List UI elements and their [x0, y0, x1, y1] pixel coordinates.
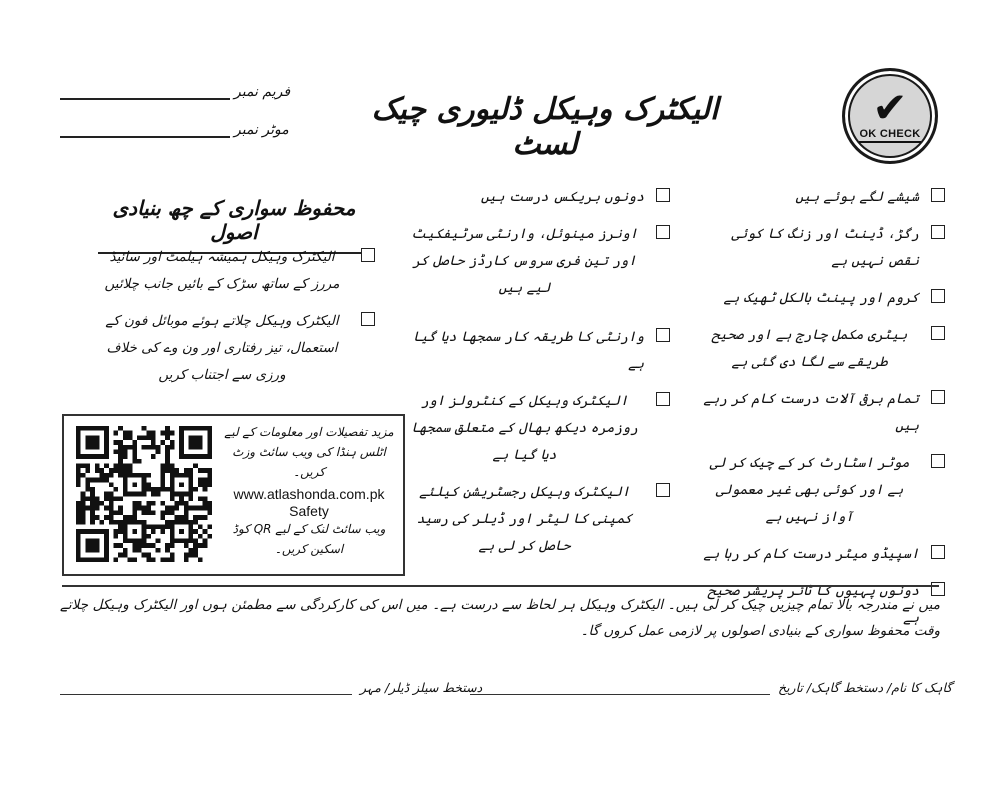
- checkbox[interactable]: [656, 392, 670, 406]
- qr-code-icon[interactable]: [76, 426, 212, 562]
- checklist-item-text: تمام برقی آلات درست کام کر رہے ہیں: [703, 391, 919, 434]
- qr-text-line3: ویب سائٹ لنک کے لیے QR کوڈ: [232, 522, 386, 536]
- checklist-item-text: اونرز مینوئل، وارنٹی سرٹیفکیٹ اور تین فری سروس کارڈز حاصل کر لیے ہیں: [411, 226, 638, 296]
- frame-number-label: فریم نمبر: [234, 84, 291, 100]
- checkbox[interactable]: [931, 326, 945, 340]
- checkbox[interactable]: [931, 545, 945, 559]
- checkbox[interactable]: [656, 188, 670, 202]
- customer-signature-label: گاہک کا نام/ دستخط گاہک/ تاریخ: [778, 680, 953, 695]
- safety-rule-text: الیکٹرک وہیکل ہمیشہ ہیلمٹ اور سائیڈ مررز کے ساتھ سڑک کے بائیں جانب چلائیں: [104, 249, 340, 292]
- checklist-item-text: دونوں پہیوں کا ٹائر پریشر صحیح ہے: [707, 583, 919, 626]
- safety-rule-item: [95, 308, 375, 389]
- checkbox[interactable]: [931, 225, 945, 239]
- ok-check-badge: [842, 68, 938, 164]
- qr-text-line4: اسکین کریں۔: [274, 542, 344, 556]
- qr-info-box: [62, 414, 405, 576]
- checklist-item: [700, 322, 945, 376]
- checkbox[interactable]: [931, 454, 945, 468]
- website-link[interactable]: www.atlashonda.com.pk: [233, 486, 385, 502]
- dealer-signature-label: دستخط سیلز ڈیلر/ مہر: [360, 680, 483, 695]
- checklist-item-text: اسپیڈو میٹر درست کام کر رہا ہے: [703, 546, 919, 562]
- checklist-item-text: کروم اور پینٹ بالکل ٹھیک ہے: [723, 290, 919, 306]
- checklist-item: [700, 184, 945, 211]
- checklist-item-text: الیکٹرک وہیکل کے کنٹرولز اور روزمرہ دیکھ بھال کے متعلق سمجھا دیا گیا ہے: [410, 393, 639, 463]
- checklist-item-text: الیکٹرک وہیکل رجسٹریشن کیلئے کمپنی کا لیٹر اور ڈیلر کی رسید حاصل کر لی ہے: [416, 484, 633, 554]
- checklist-item: [700, 386, 945, 440]
- checkbox[interactable]: [931, 188, 945, 202]
- checkbox[interactable]: [361, 248, 375, 262]
- dealer-signature-line[interactable]: [60, 694, 352, 695]
- frame-number-input-line[interactable]: [60, 98, 230, 100]
- checklist-item: [405, 184, 670, 211]
- checklist-right: [700, 184, 945, 642]
- checklist-item-text: شیشے لگے ہوئے ہیں: [795, 189, 919, 205]
- checklist-item: [405, 388, 670, 469]
- checkbox[interactable]: [656, 328, 670, 342]
- checklist-item: [405, 324, 670, 378]
- safety-rules-title: محفوظ سواری کے چھ بنیادی اصول: [98, 196, 370, 254]
- section-divider: [62, 585, 939, 587]
- checklist-item: [405, 221, 670, 302]
- checkbox[interactable]: [656, 483, 670, 497]
- motor-number-label: موٹر نمبر: [234, 122, 289, 138]
- safety-rules-list: [95, 244, 375, 399]
- checkbox[interactable]: [361, 312, 375, 326]
- frame-number-field[interactable]: [60, 84, 290, 100]
- dealer-signature-line-short[interactable]: [490, 694, 540, 695]
- qr-text-line2: اٹلس ہنڈا کی ویب سائٹ وزٹ کریں۔: [232, 445, 386, 479]
- qr-text-line1: مزید تفصیلات اور معلومات کے لیے: [224, 425, 394, 439]
- checklist-item: [700, 221, 945, 275]
- checkbox[interactable]: [931, 289, 945, 303]
- safety-rule-item: [95, 244, 375, 298]
- checkbox[interactable]: [656, 225, 670, 239]
- checklist-item: [700, 450, 945, 531]
- checklist-middle: [405, 184, 670, 570]
- qr-info-text: [216, 422, 402, 559]
- checklist-item-text: وارنٹی کا طریقہ کار سمجھا دیا گیا ہے: [412, 329, 644, 372]
- checkmark-icon: ✔: [872, 82, 908, 132]
- motor-number-field[interactable]: [60, 122, 289, 138]
- checklist-item: [405, 479, 670, 560]
- website-section: Safety: [289, 503, 329, 519]
- customer-signature-field[interactable]: [470, 680, 960, 695]
- checkbox[interactable]: [931, 390, 945, 404]
- checklist-item-text: موٹر اسٹارٹ کر کے چیک کر لی ہے اور کوئی بھی غیر معمولی آواز نہیں ہے: [709, 455, 910, 525]
- customer-declaration: میں نے مندرجہ بالا تمام چیزیں چیک کر لی ہیں۔ الیکٹرک وہیکل ہر لحاظ سے درست ہے۔ میں اس کی کارکردگی سے مطمئن ہوں اور الیکٹرک وہیکل چلاتے وقت محفوظ سواری کے بنیادی اصولوں پر لازمی عمل کروں گا۔: [60, 597, 940, 639]
- checklist-item-text: رگڑ، ڈینٹ اور زنگ کا کوئی نقص نہیں ہے: [731, 226, 919, 269]
- page-title: الیکٹرک وہیکل ڈلیوری چیک لسٹ: [371, 92, 719, 162]
- motor-number-input-line[interactable]: [60, 136, 230, 138]
- dealer-signature-field[interactable]: [60, 680, 540, 695]
- checklist-item: [700, 541, 945, 568]
- checklist-item: [700, 285, 945, 312]
- safety-rule-text: الیکٹرک وہیکل چلاتے ہوئے موبائل فون کے استعمال، تیز رفتاری اور ون وے کی خلاف ورزی سے اجتناب کریں: [105, 313, 339, 383]
- checklist-item-text: دونوں بریکس درست ہیں: [480, 189, 644, 205]
- badge-label: OK CHECK: [859, 128, 920, 143]
- checklist-item-text: بیٹری مکمل چارج ہے اور صحیح طریقے سے لگا دی گئی ہے: [711, 327, 908, 370]
